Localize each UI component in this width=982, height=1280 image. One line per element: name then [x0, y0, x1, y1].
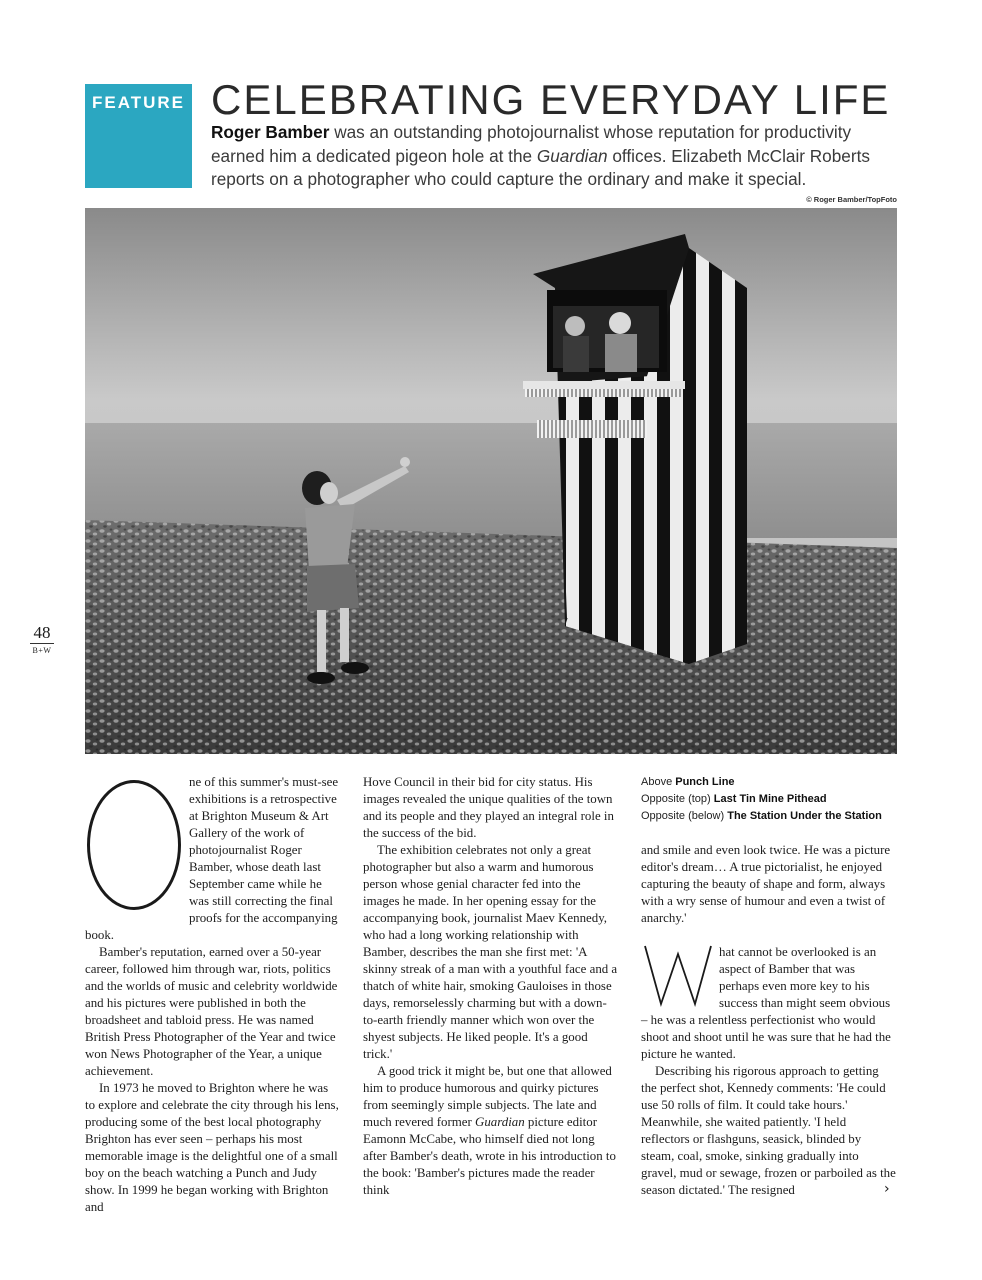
standfirst-italic: Guardian [536, 145, 608, 166]
paragraph: Describing his rigorous approach to getting the perfect shot, Kennedy comments: 'He could use 50 rolls of film. It could take hours.' Meanwhile, she waited patiently. 'I held reflectors or flashguns, seasick, blinded by steam, coal, smoke, sinking gradually into gravel, mud or sewage, frozen or parboiled as the season dictated.' The resigned [641, 1064, 896, 1197]
page-folio [30, 624, 54, 655]
caption-line: Opposite (top) Last Tin Mine Pithead [641, 793, 827, 805]
page-title: CELEBRATING EVERYDAY LIFE [211, 76, 891, 123]
photo-captions [641, 774, 897, 825]
body-column-1 [85, 774, 341, 1216]
standfirst-name: Roger Bamber [211, 122, 330, 142]
standfirst-text-1: was an outstanding photojournalist whose reputation for productivity earned him a dedicated pigeon hole at the [211, 122, 852, 166]
paragraph: ne of this summer's must-see exhibitions is a retrospective at Brighton Museum & Art Gallery of the work of photojournalist Roger Bamber, whose death last September came while he was still correcting the final proofs for the accompanying book. [85, 775, 339, 942]
page-number: 48 [30, 624, 54, 644]
continue-arrow-icon: › [884, 1181, 890, 1197]
paragraph: In 1973 he moved to Brighton where he was to explore and celebrate the city through his lens, producing some of the best local photography Brighton has ever seen – perhaps his most memorable image is the delightful one of a small boy on the beach watching a Punch and Judy show. In 1999 he began working with Brighton and [85, 1081, 339, 1214]
paragraph: Hove Council in their bid for city status. His images revealed the unique qualities of the town and its people and they played an integral role in the success of the bid. [363, 775, 614, 840]
paragraph: and smile and even look twice. He was a picture editor's dream… A true pictorialist, he enjoyed capturing the beauty of shape and form, always with a wry sense of humour and even a twist of anarchy.' [641, 843, 891, 925]
magazine-mark: B+W [32, 646, 52, 655]
dropcap-w [641, 944, 715, 1008]
paragraph: hat cannot be overlooked is an aspect of Bamber that was perhaps even more key to his success than might seem obvious – he was a relentless perfectionist who would shoot and shoot until he was sure that he had the picture he wanted. [641, 945, 891, 1061]
photo-illustration [85, 208, 897, 754]
punch-and-judy-photo [85, 208, 897, 754]
paragraph-italic: Guardian [475, 1115, 525, 1129]
body-column-3 [641, 774, 897, 1199]
paragraph-text: picture editor Eamonn McCabe, who himself died not long after Bamber's death, wrote in his introduction to the book: 'Bamber's pictures made the reader think [363, 1115, 616, 1197]
standfirst [211, 121, 901, 192]
paragraph-text: A good trick it might be, but one that allowed him to produce humorous and quirky pictures from seemingly simple subjects. The late and much revered former [363, 1064, 612, 1129]
paragraph [363, 1063, 619, 1199]
dropcap-o [85, 780, 185, 916]
feature-tag: FEATURE [85, 84, 192, 188]
caption-line: Opposite (below) The Station Under the Station [641, 810, 882, 822]
body-column-2 [363, 774, 619, 1199]
caption-line: Above Punch Line [641, 776, 735, 788]
standfirst-text-2: offices. Elizabeth McClair Roberts reports on a photographer who could capture the ordinary and make it special. [211, 145, 870, 189]
paragraph: The exhibition celebrates not only a great photographer but also a warm and humorous person whose genial character fed into the images he made. In her opening essay for the accompanying book, journalist Maev Kennedy, who had a long working relationship with Bamber, describes the man she first met: 'A skinny streak of a man with a youthful face and a thatch of white hair, smoking Gauloises in those days, remorselessly charming but with a down-to-earth friendly manner which won over the shyest subjects. He liked people. It's a good trick.' [363, 843, 618, 1061]
paragraph: Bamber's reputation, earned over a 50-year career, followed him through war, riots, politics and the worlds of music and celebrity worldwide and his pictures were published in both the broadsheet and tabloid press. He was named British Press Photographer of the Year and twice won News Photographer of the Year, a unique achievement. [85, 945, 338, 1078]
photo-credit: © Roger Bamber/TopFoto [806, 195, 897, 204]
